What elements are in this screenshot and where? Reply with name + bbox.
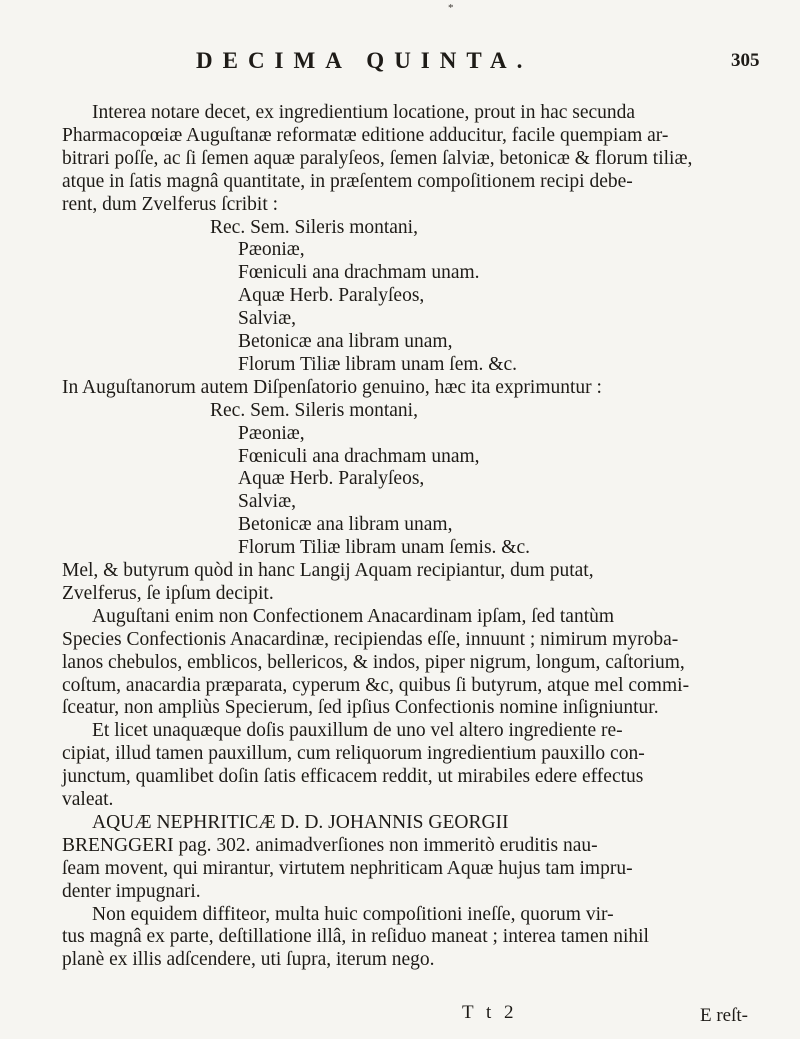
text-line: rent, dum Zvelferus ſcribit :: [62, 193, 279, 215]
text-line: junctum, quamlibet doſin ſatis efficacem reddit, ut mirabiles edere effectus: [62, 766, 644, 788]
text-line: coſtum, anacardia præparata, cyperum &c, quibus ſi butyrum, atque mel commi-: [62, 674, 690, 696]
text-line: Florum Tiliæ libram unam ſemis. &c.: [238, 537, 530, 559]
text-line: Species Confectionis Anacardinæ, recipiendas eſſe, innuunt ; nimirum myroba-: [62, 628, 679, 650]
page-number: 305: [731, 50, 760, 71]
text-line: Aquæ Herb. Paralyſeos,: [238, 285, 425, 307]
text-line: planè ex illis adſcendere, uti ſupra, iterum nego.: [62, 949, 435, 971]
text-line: Aquæ Herb. Paralyſeos,: [238, 468, 425, 490]
text-line: denter impugnari.: [62, 880, 201, 902]
text-line: ſceatur, non ampliùs Specierum, ſed ipſius Confectionis nomine inſigniuntur.: [62, 697, 659, 719]
text-line: Pharmacopœiæ Auguſtanæ reformatæ editione adducitur, facile quempiam ar-: [62, 124, 669, 146]
text-line: Rec. Sem. Sileris montani,: [210, 399, 418, 421]
text-line: ſeam movent, qui mirantur, virtutem nephriticam Aquæ hujus tam impru-: [62, 857, 633, 879]
text-line: cipiat, illud tamen pauxillum, cum reliquorum ingredientium pauxillo con-: [62, 743, 645, 765]
text-line: Fœniculi ana drachmam unam.: [238, 262, 480, 284]
text-line: BRENGGERI pag. 302. animadverſiones non immeritò eruditis nau-: [62, 834, 598, 856]
text-line: Betonicæ ana libram unam,: [238, 514, 453, 536]
text-line: lanos chebulos, emblicos, bellericos, & indos, piper nigrum, longum, caſtorium,: [62, 651, 685, 673]
text-line: Betonicæ ana libram unam,: [238, 331, 453, 352]
text-line: Non equidem diffiteor, multa huic compoſitioni ineſſe, quorum vir-: [92, 903, 614, 925]
text-line: Pæoniæ,: [238, 422, 305, 444]
text-line: atque in ſatis magnâ quantitate, in præſentem compoſitionem recipi debe-: [62, 170, 633, 192]
running-title: DECIMA QUINTA.: [196, 48, 533, 73]
page-header: [0, 48, 800, 82]
text-line: AQUÆ NEPHRITICÆ D. D. JOHANNIS GEORGII: [92, 811, 509, 833]
text-line: In Auguſtanorum autem Diſpenſatorio genuino, hæc ita exprimuntur :: [62, 376, 602, 398]
text-line: Interea notare decet, ex ingredientium locatione, prout in hac secunda: [92, 102, 636, 123]
text-line: valeat.: [62, 789, 114, 810]
printer-mark: *: [448, 2, 454, 14]
text-line: bitrari poſſe, ac ſi ſemen aquæ paralyſeos, ſemen ſalviæ, betonicæ & florum tiliæ,: [62, 147, 693, 169]
text-line: Zvelferus, ſe ipſum decipit.: [62, 582, 274, 604]
text-line: Pæoniæ,: [238, 239, 305, 261]
text-line: Mel, & butyrum quòd in hanc Langij Aquam recipiantur, dum putat,: [62, 560, 594, 581]
text-line: Auguſtani enim non Confectionem Anacardinam ipſam, ſed tantùm: [92, 605, 615, 627]
text-line: tus magnâ ex parte, deſtillatione illâ, in reſiduo maneat ; interea tamen nihil: [62, 926, 649, 948]
text-line: Salviæ,: [238, 308, 296, 330]
text-line: Florum Tiliæ libram unam ſem. &c.: [238, 353, 517, 375]
text-line: Fœniculi ana drachmam unam,: [238, 445, 480, 467]
text-line: Rec. Sem. Sileris montani,: [210, 216, 418, 238]
text-line: Salviæ,: [238, 491, 296, 513]
text-line: Et licet unaquæque doſis pauxillum de uno vel altero ingrediente re-: [92, 720, 623, 742]
catchword: E reſt-: [700, 1005, 749, 1026]
signature-mark: T t 2: [462, 1002, 518, 1023]
